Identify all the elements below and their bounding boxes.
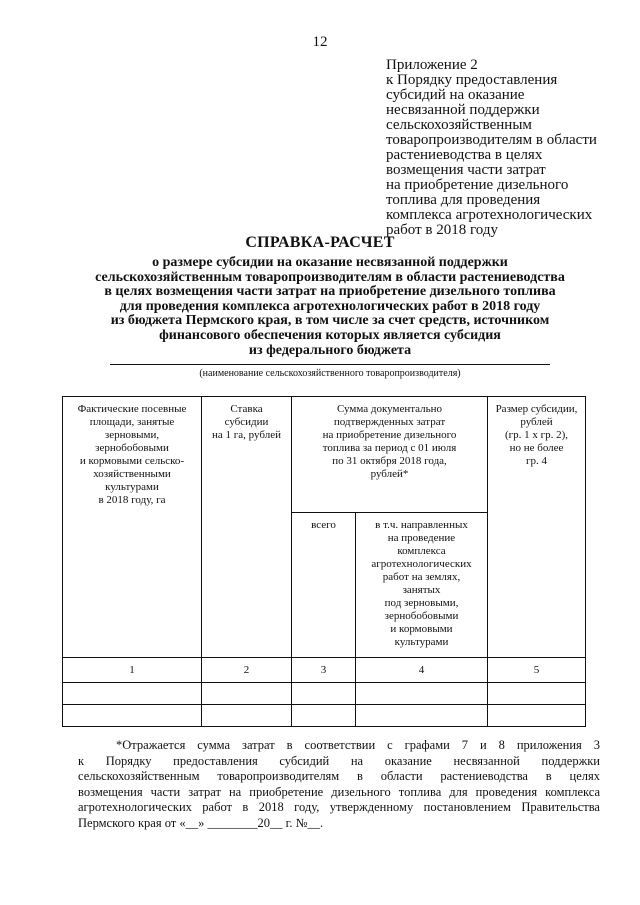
header-text: Фактические посевные [77, 403, 187, 415]
header-text: культурами [105, 481, 159, 493]
table-row [63, 683, 586, 705]
data-cell[interactable] [63, 705, 202, 727]
footnote-line: *Отражается сумма затрат в соответствии с графами 7 и 8 приложения 3 [116, 738, 600, 752]
footnote-line: к Порядку предоставления субсидий на оказание несвязанной поддержки [78, 753, 600, 768]
header-text: комплекса [397, 545, 446, 557]
header-text: (гр. 1 х гр. 2), [504, 429, 569, 441]
page-number: 12 [312, 34, 328, 50]
header-text: на приобретение дизельного [322, 429, 457, 441]
data-cell[interactable] [488, 683, 586, 705]
header-subsidy-rate [202, 397, 292, 658]
footnote [78, 738, 600, 831]
appendix-line: комплекса агротехнологических [386, 207, 593, 223]
header-text: топлива за период с 01 июля [322, 442, 457, 454]
header-text: рублей [520, 416, 553, 428]
column-number-row [63, 658, 586, 683]
subtitle-line: из федерального бюджета [248, 342, 412, 358]
appendix-line: субсидий на оказание [386, 87, 525, 103]
column-number: 1 [63, 658, 202, 683]
header-sown-area [63, 397, 202, 658]
footnote-line: агротехнологических работ в 2018 году, утвержденному постановлением Правительства [78, 800, 600, 814]
document-subtitle [60, 256, 600, 358]
header-text: и кормовыми [390, 623, 453, 635]
header-text: подтвержденных затрат [333, 416, 446, 428]
header-expense-sum [292, 397, 488, 513]
header-text: хозяйственными [93, 468, 171, 480]
header-text: в т.ч. направленных [375, 519, 468, 531]
appendix-line: товаропроизводителям в области [386, 132, 597, 148]
header-text: по 31 октября 2018 года, [332, 455, 447, 467]
appendix-line: на приобретение дизельного [386, 177, 569, 193]
header-expense-directed [356, 513, 488, 658]
subtitle-line: сельскохозяйственным товаропроизводителям в области растениеводства [95, 269, 565, 285]
footnote-line: сельскохозяйственным товаропроизводителям в области растениеводства в целях [78, 769, 600, 783]
header-text: гр. 4 [525, 455, 547, 467]
appendix-line: растениеводства в целях [386, 147, 543, 163]
data-cell[interactable] [63, 683, 202, 705]
subtitle-line: из бюджета Пермского края, в том числе за счет средств, источником [110, 313, 550, 329]
data-cell[interactable] [488, 705, 586, 727]
column-number: 5 [488, 658, 586, 683]
header-text: всего [311, 519, 336, 531]
subtitle-line: о размере субсидии на оказание несвязанной поддержки [152, 255, 508, 270]
appendix-line: возмещения части затрат [386, 162, 546, 178]
header-text: но не более [509, 442, 564, 454]
producer-name-caption: (наименование сельскохозяйственного товаропроизводителя) [199, 368, 461, 379]
header-text: Сумма документально [336, 403, 443, 415]
header-expense-total [292, 513, 356, 658]
appendix-line: несвязанной поддержки [386, 102, 540, 118]
header-text: занятых [402, 584, 441, 596]
footnote-line: возмещения части затрат на приобретение дизельного топлива для проведения комплекса [78, 784, 600, 799]
producer-name-line[interactable] [110, 364, 550, 365]
header-text: на 1 га, рублей [212, 429, 281, 441]
header-text: агротехнологических [371, 558, 472, 570]
header-text: зернобобовыми [384, 610, 459, 622]
data-cell[interactable] [356, 705, 488, 727]
appendix-reference [386, 58, 626, 238]
header-text: в 2018 году, га [98, 494, 166, 506]
header-text: и кормовыми сельско- [79, 455, 185, 467]
header-text: под зерновыми, [384, 597, 459, 609]
header-text: Ставка [230, 403, 263, 415]
appendix-line: работ в 2018 году [386, 222, 498, 238]
calculation-table [62, 396, 586, 727]
subtitle-line: в целях возмещения части затрат на приобретение дизельного топлива [104, 284, 556, 300]
header-text: зерновыми, [104, 429, 160, 441]
appendix-line: топлива для проведения [386, 192, 541, 208]
header-text: рублей* [370, 468, 409, 480]
data-cell[interactable] [292, 683, 356, 705]
header-text: работ на землях, [382, 571, 461, 583]
header-text: субсидии [224, 416, 269, 428]
subtitle-line: для проведения комплекса агротехнологических работ в 2018 году [119, 298, 541, 314]
data-cell[interactable] [356, 683, 488, 705]
column-number: 3 [292, 658, 356, 683]
subtitle-line: финансового обеспечения которых является субсидия [159, 327, 501, 343]
data-cell[interactable] [202, 683, 292, 705]
appendix-line: к Порядку предоставления [386, 72, 558, 88]
data-cell[interactable] [202, 705, 292, 727]
column-number: 2 [202, 658, 292, 683]
appendix-line: Приложение 2 [386, 57, 478, 73]
data-cell[interactable] [292, 705, 356, 727]
table-row [63, 705, 586, 727]
column-number: 4 [356, 658, 488, 683]
header-text: культурами [394, 636, 449, 648]
header-subsidy-amount [488, 397, 586, 658]
header-text: площади, занятые [89, 416, 175, 428]
document-title: СПРАВКА-РАСЧЕТ [245, 234, 395, 251]
appendix-line: сельскохозяйственным [386, 117, 532, 133]
footnote-line: Пермского края от «__» ________20__ г. №__. [78, 815, 324, 830]
header-text: зернобобовыми [95, 442, 169, 454]
header-text: на проведение [387, 532, 456, 544]
header-text: Размер субсидии, [495, 403, 578, 415]
